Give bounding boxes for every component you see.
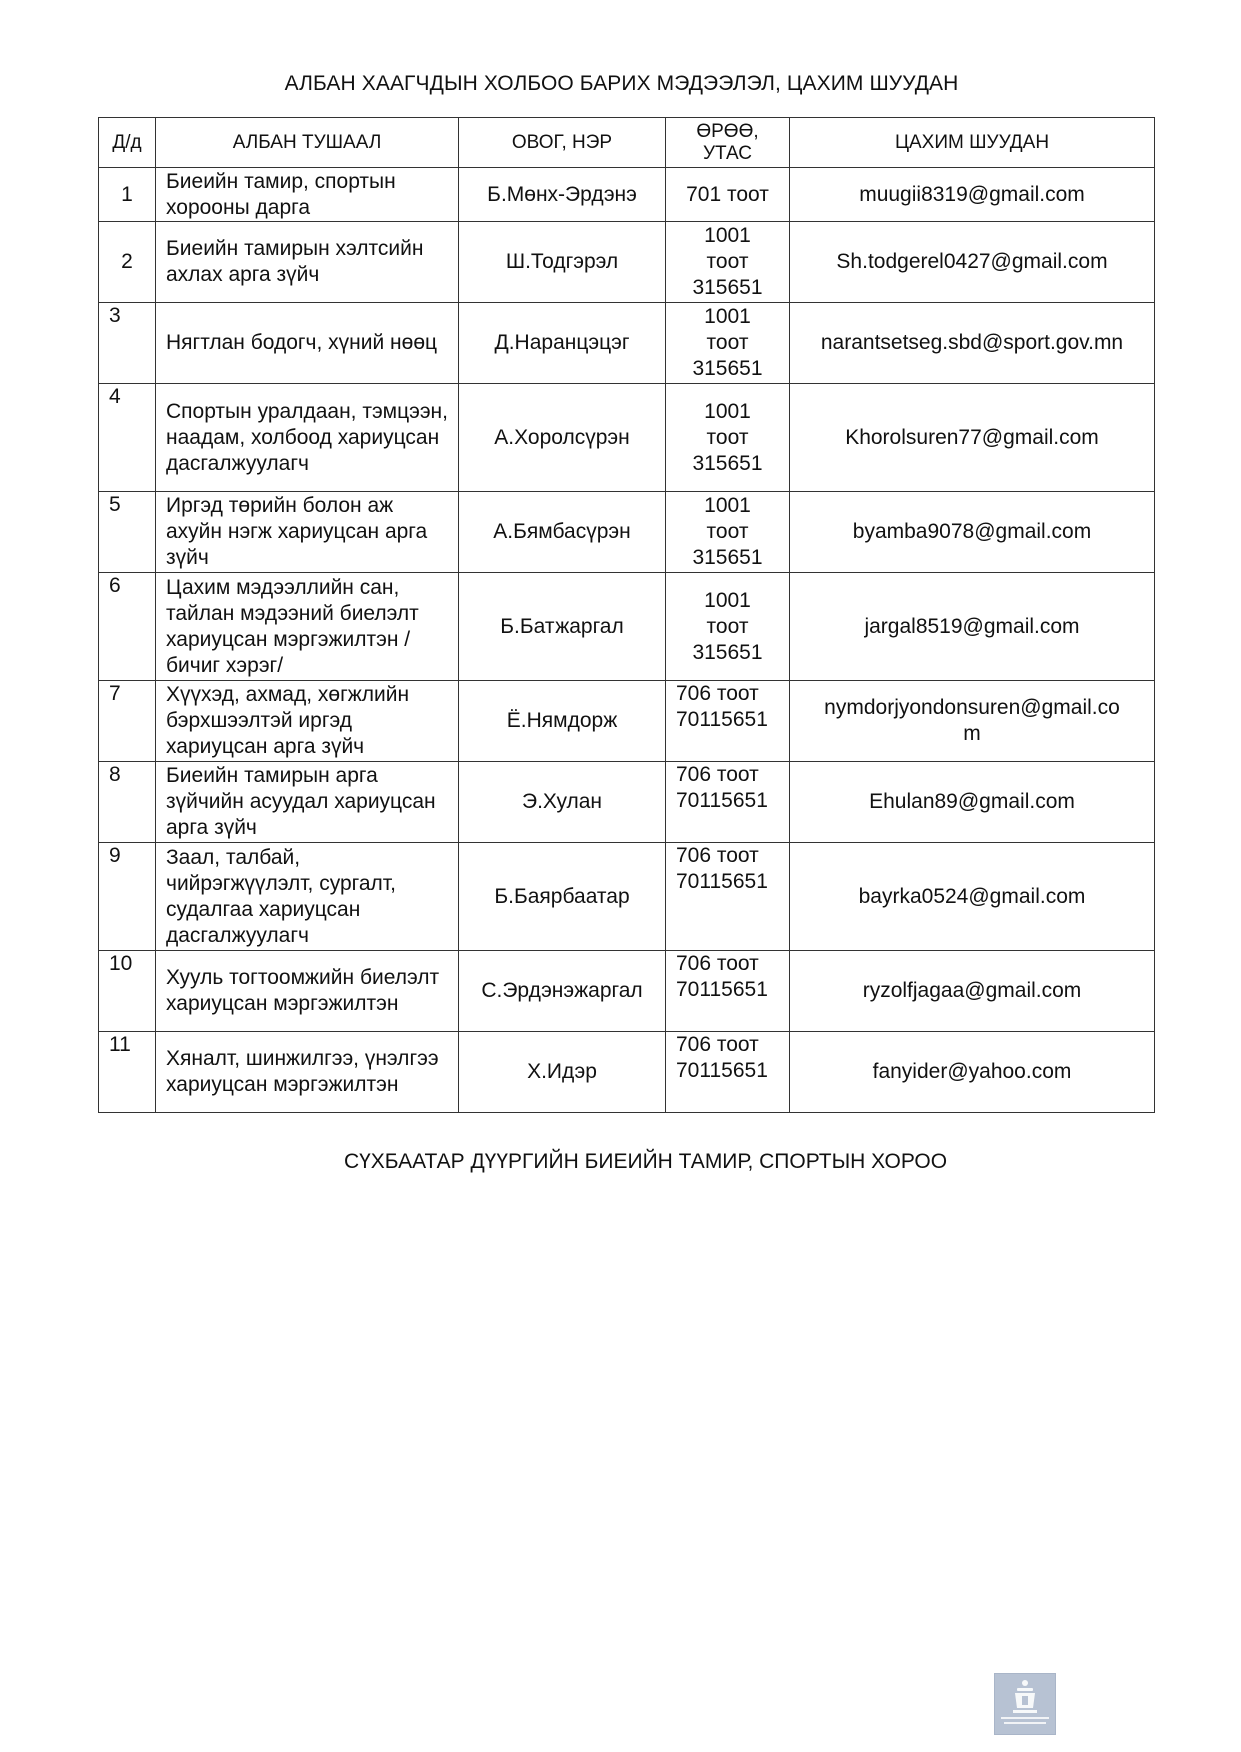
header-name: ОВОГ, НЭР [459,118,666,168]
table-header-row [99,118,1155,168]
row-email: nymdorjyondonsuren@gmail.co m [790,681,1155,762]
row-number: 7 [99,681,156,762]
header-email: ЦАХИМ ШУУДАН [790,118,1155,168]
row-number: 5 [99,492,156,573]
row-room-phone: 701 тоот [666,168,790,222]
row-room-phone: 706 тоот 70115651 [666,681,790,762]
row-email: Ehulan89@gmail.com [790,762,1155,843]
table-row [99,492,1155,573]
row-name: Ш.Тодгэрэл [459,222,666,303]
row-position: Нягтлан бодогч, хүний нөөц [156,303,459,384]
row-room-phone: 1001 тоот 315651 [666,222,790,303]
row-room-phone: 706 тоот 70115651 [666,1032,790,1113]
table-row [99,573,1155,681]
row-room-phone: 1001 тоот 315651 [666,303,790,384]
row-name: Ё.Нямдорж [459,681,666,762]
row-position: Заал, талбай, чийрэгжүүлэлт, сургалт, судалгаа хариуцсан дасгалжуулагч [156,843,459,951]
row-room-phone: 1001 тоот 315651 [666,573,790,681]
row-position: Иргэд төрийн болон аж ахуйн нэгж хариуцсан арга зүйч [156,492,459,573]
row-email: jargal8519@gmail.com [790,573,1155,681]
row-name: Б.Баярбаатар [459,843,666,951]
row-email: muugii8319@gmail.com [790,168,1155,222]
footer-organization: СҮХБААТАР ДҮҮРГИЙН БИЕИЙН ТАМИР, СПОРТЫН ХОРОО [343,1150,948,1173]
row-email: fanyider@yahoo.com [790,1032,1155,1113]
row-name: Б.Батжаргал [459,573,666,681]
row-name: Х.Идэр [459,1032,666,1113]
row-position: Хүүхэд, ахмад, хөгжлийн бэрхшээлтэй иргэд хариуцсан арга зүйч [156,681,459,762]
contacts-table [98,117,1155,1113]
row-position: Биеийн тамирын арга зүйчийн асуудал хариуцсан арга зүйч [156,762,459,843]
row-name: Б.Мөнх-Эрдэнэ [459,168,666,222]
table-row [99,951,1155,1032]
header-room-text: ӨРӨӨ, УТАС [696,120,759,164]
row-email: byamba9078@gmail.com [790,492,1155,573]
header-position: АЛБАН ТУШААЛ [156,118,459,168]
document-title: АЛБАН ХААГЧДЫН ХОЛБОО БАРИХ МЭДЭЭЛЭЛ, ЦАХИМ ШУУДАН [284,72,959,95]
row-room-phone: 706 тоот 70115651 [666,951,790,1032]
row-email: bayrka0524@gmail.com [790,843,1155,951]
table-row [99,222,1155,303]
table-row [99,303,1155,384]
table-row [99,384,1155,492]
row-number: 9 [99,843,156,951]
row-room-phone: 706 тоот 70115651 [666,762,790,843]
row-name: Д.Наранцэцэг [459,303,666,384]
row-room-phone: 706 тоот 70115651 [666,843,790,951]
row-number: 2 [99,222,156,303]
row-position: Биеийн тамирын хэлтсийн ахлах арга зүйч [156,222,459,303]
table-row [99,843,1155,951]
row-position: Хууль тогтоомжийн биелэлт хариуцсан мэргэжилтэн [156,951,459,1032]
header-room [666,118,790,168]
table-row [99,762,1155,843]
row-position: Цахим мэдээллийн сан, тайлан мэдээний биелэлт хариуцсан мэргэжилтэн /бичиг хэрэг/ [156,573,459,681]
table-row [99,168,1155,222]
row-email: Khorolsuren77@gmail.com [790,384,1155,492]
row-number: 10 [99,951,156,1032]
row-name: А.Бямбасүрэн [459,492,666,573]
government-seal-logo [994,1673,1056,1735]
row-email: ryzolfjagaa@gmail.com [790,951,1155,1032]
row-name: Э.Хулан [459,762,666,843]
row-number: 8 [99,762,156,843]
row-name: С.Эрдэнэжаргал [459,951,666,1032]
row-room-phone: 1001 тоот 315651 [666,384,790,492]
table-row [99,681,1155,762]
row-email: Sh.todgerel0427@gmail.com [790,222,1155,303]
row-name: А.Хоролсүрэн [459,384,666,492]
row-number: 1 [99,168,156,222]
row-position: Биеийн тамир, спортын хорооны дарга [156,168,459,222]
row-number: 11 [99,1032,156,1113]
row-position: Хяналт, шинжилгээ, үнэлгээ хариуцсан мэргэжилтэн [156,1032,459,1113]
row-number: 3 [99,303,156,384]
row-room-phone: 1001 тоот 315651 [666,492,790,573]
row-email: narantsetseg.sbd@sport.gov.mn [790,303,1155,384]
row-number: 4 [99,384,156,492]
row-number: 6 [99,573,156,681]
row-position: Спортын уралдаан, тэмцээн, наадам, холбоод хариуцсан дасгалжуулагч [156,384,459,492]
header-num: Д/д [99,118,156,168]
table-row [99,1032,1155,1113]
